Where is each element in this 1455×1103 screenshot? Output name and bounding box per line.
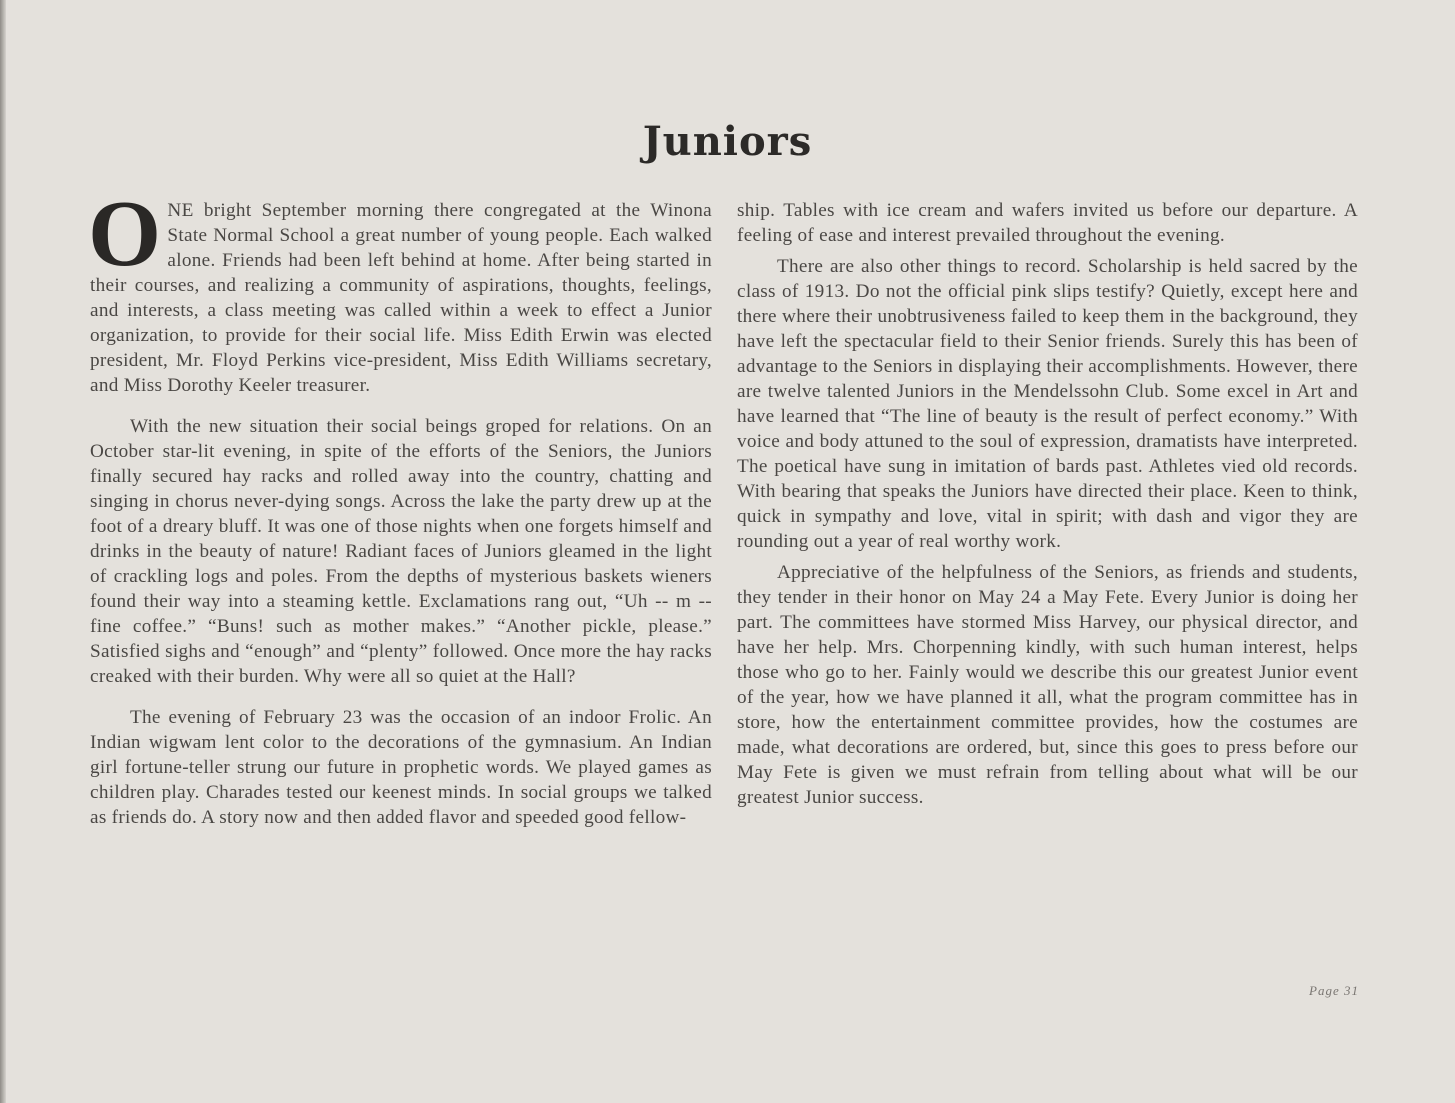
paragraph-4: ship. Tables with ice cream and wafers invited us before our departure. A feeling of ease and interest prevailed throughout the evening. bbox=[737, 200, 1358, 246]
paragraph-2: With the new situation their social beings groped for relations. On an October star-lit evening, in spite of the efforts of the Seniors, the Juniors finally secured hay racks and rolled away into the country, chatting and singing in chorus never-dying songs. Across the lake the party drew up at the foot of a dreary bluff. It was one of those nights when one forgets himself and drinks in the beauty of nature! Radiant faces of Juniors gleamed in the light of crackling logs and poles. From the depths of mysterious baskets wieners found their way into a steaming kettle. Exclamations rang out, “Uh -- m -- fine coffee.” “Buns! such as mother makes.” “Another pickle, please.” Satisfied sighs and “enough” and “plenty” followed. Once more the hay racks creaked with their burden. Why were all so quiet at the Hall? bbox=[90, 416, 712, 687]
page-title: Juniors bbox=[642, 118, 813, 165]
page-number: Page 31 bbox=[1309, 983, 1359, 998]
page-binding-edge bbox=[0, 0, 6, 1103]
paragraph-6: Appreciative of the helpfulness of the Seniors, as friends and students, they tender in their honor on May 24 a May Fete. Every Junior is doing her part. The committees have stormed Miss Harvey, our physical director, and have her help. Mrs. Chorpenning kindly, with such human interest, helps those who go to her. Fainly would we describe this our greatest Junior event of the year, how we have planned it all, what the program committee has in store, how the entertainment committee provides, how the costumes are made, what decorations are ordered, but, since this goes to press before our May Fete is given we must refrain from telling about what will be our greatest Junior success. bbox=[737, 562, 1358, 808]
right-column bbox=[737, 198, 1358, 810]
paragraph-3: The evening of February 23 was the occasion of an indoor Frolic. An Indian wigwam lent color to the decorations of the gymnasium. An Indian girl fortune-teller strung our future in prophetic words. We played games as children play. Charades tested our keenest minds. In social groups we talked as friends do. A story now and then added flavor and speeded good fellow- bbox=[90, 707, 712, 828]
left-column bbox=[88, 182, 712, 830]
paragraph-1-text: NE bright September morning there congregated at the Winona State Normal School a great number of young people. Each walked alone. Friends had been left behind at home. After being started in their courses, and realizing a community of aspirations, thoughts, feelings, and interests, a class meeting was called within a week to effect a Junior organization, to provide for their social life. Miss Edith Erwin was elected president, Mr. Floyd Perkins vice-president, Miss Edith Williams secretary, and Miss Dorothy Keeler treasurer. bbox=[90, 200, 712, 396]
paragraph-1 bbox=[88, 182, 712, 398]
paragraph-5: There are also other things to record. Scholarship is held sacred by the class of 1913. Do not the official pink slips testify? Quietly, except here and there where their unobtrusiveness failed to keep them in the background, they have left the spectacular field to their Senior friends. Surely this has been of advantage to the Seniors in displaying their accomplishments. However, there are twelve talented Juniors in the Mendelssohn Club. Some excel in Art and have learned that “The line of beauty is the result of perfect economy.” With voice and body attuned to the soul of expression, dramatists have interpreted. The poetical have sung in imitation of bards past. Athletes vied old records. With bearing that speaks the Juniors have directed their place. Keen to think, quick in sympathy and love, vital in spirit; with dash and vigor they are rounding out a year of real worthy work. bbox=[737, 256, 1358, 552]
drop-cap: O bbox=[88, 182, 162, 286]
